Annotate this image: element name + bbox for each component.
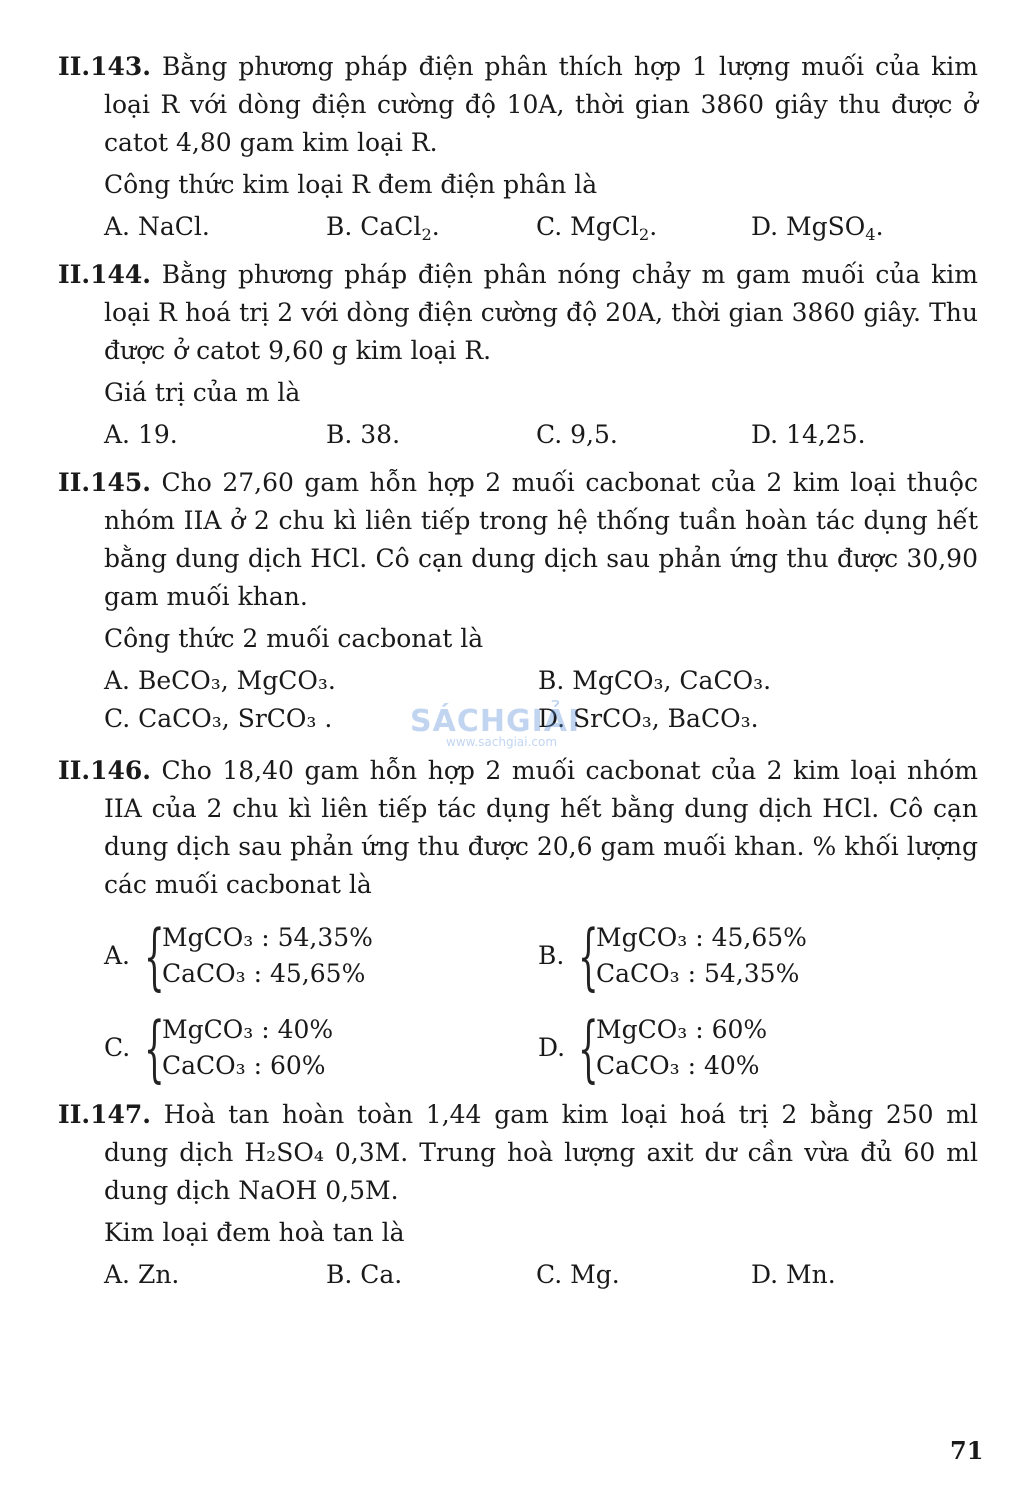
question-144	[58, 256, 978, 454]
option-d[interactable]: D. { MgCO₃ : 60% CaCO₃ : 40%	[538, 1006, 768, 1090]
answer-options	[58, 208, 978, 246]
option-a[interactable]: A. BeCO₃, MgCO₃.	[104, 666, 336, 695]
option-a[interactable]: A. { MgCO₃ : 54,35% CaCO₃ : 45,65%	[104, 914, 373, 998]
page-number: 71	[950, 1436, 984, 1465]
left-brace-icon: {	[578, 1006, 599, 1090]
question-text: Bằng phương pháp điện phân thích hợp 1 lượng muối của kim loại R với dòng điện cường độ 10A, thời gian 3860 giây thu được ở catot 4,80 gam kim loại R.	[104, 52, 978, 157]
question-stem	[58, 464, 978, 616]
answer-options	[58, 416, 978, 454]
option-b[interactable]: B. MgCO₃, CaCO₃.	[538, 666, 772, 695]
option-d[interactable]: D. Mn.	[751, 1260, 836, 1289]
question-stem	[58, 752, 978, 904]
question-text: Cho 18,40 gam hỗn hợp 2 muối cacbonat của 2 kim loại nhóm IIA của 2 chu kì liên tiếp tác dụng hết bằng dung dịch HCl. Cô cạn dung dịch sau phản ứng thu được 20,6 gam muối khan. % khối lượng các muối cacbonat là	[104, 756, 978, 899]
question-145	[58, 464, 978, 738]
option-a[interactable]: A. Zn.	[104, 1260, 180, 1289]
question-147	[58, 1096, 978, 1294]
question-number: II.143.	[58, 52, 151, 81]
question-prompt: Giá trị của m là	[104, 378, 301, 407]
option-b[interactable]: B. 38.	[326, 420, 401, 449]
answer-options	[58, 1256, 978, 1294]
question-prompt: Công thức kim loại R đem điện phân là	[104, 170, 598, 199]
watermark-url: www.sachgiai.com	[446, 735, 558, 749]
question-number: II.147.	[58, 1100, 151, 1129]
question-number: II.145.	[58, 468, 151, 497]
question-143	[58, 48, 978, 246]
option-d[interactable]: D. SrCO₃, BaCO₃.	[538, 704, 759, 733]
option-b[interactable]: B. Ca.	[326, 1260, 403, 1289]
question-prompt: Công thức 2 muối cacbonat là	[104, 624, 484, 653]
question-text: Hoà tan hoàn toàn 1,44 gam kim loại hoá trị 2 bằng 250 ml dung dịch H₂SO₄ 0,3M. Trung hoà lượng axit dư cần vừa đủ 60 ml dung dịch NaOH 0,5M.	[104, 1100, 978, 1205]
option-a[interactable]: A. NaCl.	[104, 212, 210, 241]
question-stem	[58, 1096, 978, 1210]
question-stem	[58, 48, 978, 162]
option-c[interactable]: C. 9,5.	[536, 420, 618, 449]
option-a[interactable]: A. 19.	[104, 420, 178, 449]
option-b[interactable]: B. { MgCO₃ : 45,65% CaCO₃ : 54,35%	[538, 914, 807, 998]
question-number: II.146.	[58, 756, 151, 785]
left-brace-icon: {	[144, 1006, 165, 1090]
option-d[interactable]: D. MgSO$_4$.	[751, 212, 884, 244]
option-c[interactable]: C. Mg.	[536, 1260, 620, 1289]
answer-options	[58, 910, 978, 1094]
option-c[interactable]: C. MgCl$_2$.	[536, 212, 658, 244]
option-c[interactable]: C. { MgCO₃ : 40% CaCO₃ : 60%	[104, 1006, 334, 1090]
question-text: Cho 27,60 gam hỗn hợp 2 muối cacbonat của 2 kim loại thuộc nhóm IIA ở 2 chu kì liên tiếp trong hệ thống tuần hoàn tác dụng hết bằng dung dịch HCl. Cô cạn dung dịch sau phản ứng thu được 30,90 gam muối khan.	[104, 468, 978, 611]
question-stem	[58, 256, 978, 370]
question-text: Bằng phương pháp điện phân nóng chảy m gam muối của kim loại R hoá trị 2 với dòng điện cường độ 20A, thời gian 3860 giây. Thu được ở catot 9,60 g kim loại R.	[104, 260, 978, 365]
left-brace-icon: {	[578, 914, 599, 998]
question-prompt: Kim loại đem hoà tan là	[104, 1218, 405, 1247]
question-number: II.144.	[58, 260, 151, 289]
left-brace-icon: {	[144, 914, 165, 998]
option-c[interactable]: C. CaCO₃, SrCO₃ .	[104, 704, 333, 733]
option-b[interactable]: B. CaCl$_2$.	[326, 212, 440, 244]
option-d[interactable]: D. 14,25.	[751, 420, 866, 449]
watermark-title: SÁCHGIẢI	[410, 704, 581, 739]
question-146	[58, 752, 978, 1094]
